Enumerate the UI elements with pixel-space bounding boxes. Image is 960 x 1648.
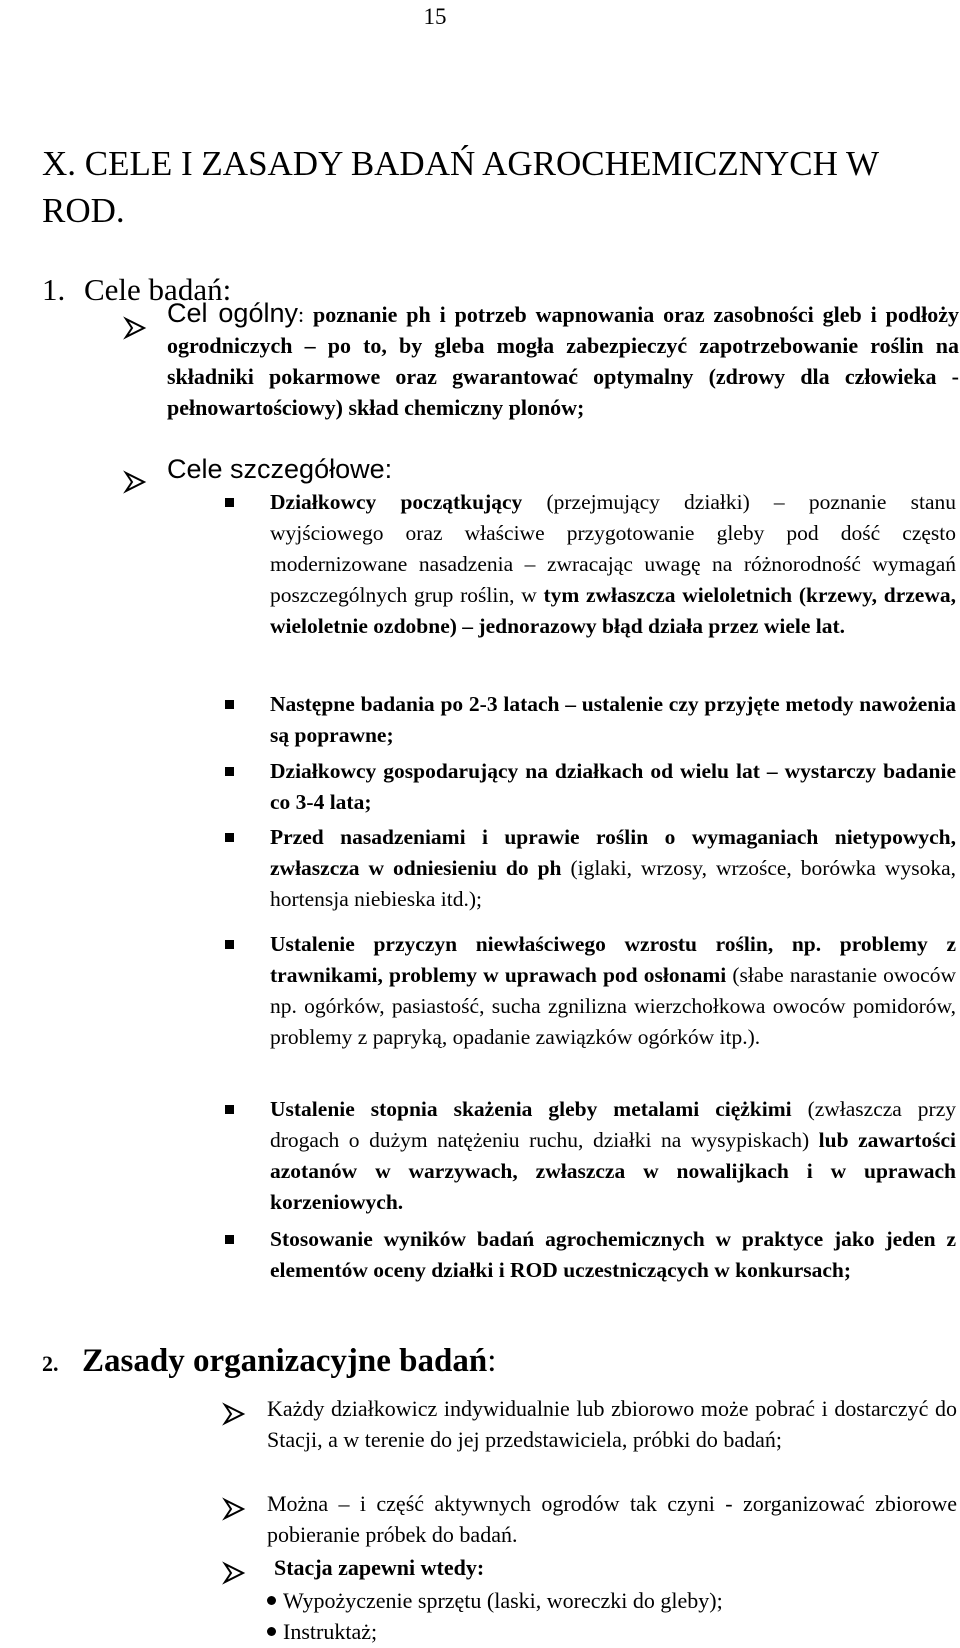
dot-bullet-icon (267, 1627, 276, 1636)
detailed-goal-item: Ustalenie przyczyn niewłaściwego wzrostu roślin, np. problemy z trawnikami, problemy w uprawach pod osłonami (słabe narastanie owoców np. ogórków, pasiastość, sucha zgnilizna wierzchołkowa owoców pomidorów, problemy z papryką, opadanie zawiązków ogórków itp.). (270, 932, 956, 1049)
square-bullet-icon (225, 767, 234, 776)
station-bullet: Instruktaż; (267, 1616, 377, 1647)
section2-number: 2. (42, 1351, 59, 1376)
detailed-goal-item: Następne badania po 2-3 latach – ustalenie czy przyjęte metody nawożenia są poprawne; (270, 692, 956, 747)
rule-item: Każdy działkowicz indywidualnie lub zbiorowo może pobrać i dostarczyć do Stacji, a w terenie do jej przedstawiciela, próbki do badań; (267, 1396, 957, 1452)
station-heading: Stacja zapewni wtedy: (274, 1555, 485, 1580)
arrow-bullet-icon (222, 1402, 246, 1426)
general-goal: Cel ogólny: poznanie ph i potrzeb wapnowania oraz zasobności gleb i podłoży ogrodniczych – po to, by gleba mogła zabezpieczyć zapotrzebowanie roślin na składniki pokarmowe oraz gwarantować optymalny (zdrowy dla człowieka - pełnowartościowy) skład chemiczny plonów; (167, 298, 960, 420)
detailed-goals-heading: Cele szczegółowe: (167, 454, 393, 484)
detailed-goal-item: Stosowanie wyników badań agrochemicznych w praktyce jako jeden z elementów oceny działki i ROD uczestniczących w konkursach; (270, 1227, 956, 1282)
general-goal-text: poznanie ph i potrzeb wapnowania oraz zasobności gleb i podłoży ogrodniczych – po to, by gleba mogła zabezpieczyć zapotrzebowanie roślin na składniki pokarmowe oraz gwarantować optymalny (zdrowy dla człowieka - pełnowartościowy) skład chemiczny plonów; (167, 302, 960, 420)
detailed-goal-item: Działkowcy gospodarujący na działkach od wielu lat – wystarczy badanie co 3-4 lata; (270, 759, 956, 814)
detailed-goal-item: Przed nasadzeniami i uprawie roślin o wymaganiach nietypowych, zwłaszcza w odniesieniu do ph (iglaki, wrzosy, wrzośce, borówka wysoka, hortensja niebieska itd.); (270, 825, 956, 911)
section2-heading: 2. Zasady organizacyjne badań: (42, 1343, 497, 1379)
station-bullet: Wypożyczenie sprzętu (laski, woreczki do gleby); (267, 1585, 723, 1616)
general-goal-label: Cel ogólny (167, 298, 298, 328)
arrow-bullet-icon (123, 470, 147, 494)
rule-item: Można – i część aktywnych ogrodów tak czyni - zorganizować zbiorowe pobieranie próbek do badań. (267, 1491, 957, 1547)
detailed-goal-item: Działkowcy początkujący (przejmujący działki) – poznanie stanu wyjściowego oraz właściwe przygotowanie gleby pod dość często modernizowane nasadzenia – zwracając uwagę na różnorodność wymagań poszczególnych grup roślin, w tym zwłaszcza wieloletnich (krzewy, drzewa, wieloletnie ozdobne) – jednorazowy błąd działa przez wiele lat. (270, 490, 956, 638)
arrow-bullet-icon (123, 316, 147, 340)
square-bullet-icon (225, 1105, 234, 1114)
detailed-goal-item: Ustalenie stopnia skażenia gleby metalami ciężkimi (zwłaszcza przy drogach o dużym natężeniu ruchu, działki na wysypiskach) lub zawartości azotanów w warzywach, zwłaszcza w nowalijkach i w uprawach korzeniowych. (270, 1097, 957, 1214)
square-bullet-icon (225, 833, 234, 842)
square-bullet-icon (225, 1235, 234, 1244)
square-bullet-icon (225, 700, 234, 709)
arrow-bullet-icon (222, 1561, 246, 1585)
section2-title: Zasady organizacyjne badań (82, 1343, 488, 1379)
chapter-title: X. CELE I ZASADY BADAŃ AGROCHEMICZNYCH W ROD. (42, 144, 879, 230)
dot-bullet-icon (267, 1596, 276, 1605)
square-bullet-icon (225, 498, 234, 507)
arrow-bullet-icon (222, 1497, 246, 1521)
page-number: 15 (423, 4, 447, 29)
section1-title: Cele badań: (84, 272, 232, 307)
section1-number: 1. (42, 272, 66, 307)
square-bullet-icon (225, 940, 234, 949)
